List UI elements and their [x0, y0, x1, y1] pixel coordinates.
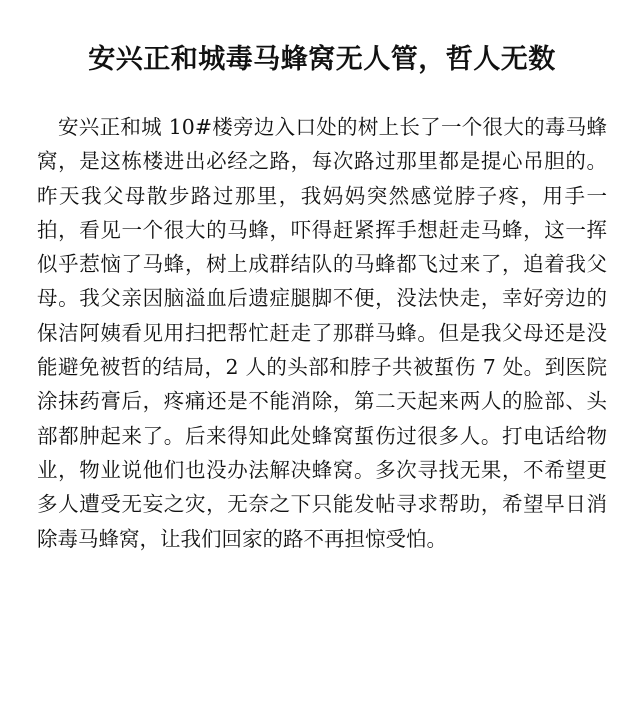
article-body: 安兴正和城 10#楼旁边入口处的树上长了一个很大的毒马蜂窝，是这栋楼进出必经之路，每次路过那里都是提心吊胆的。昨天我父母散步路过那里，我妈妈突然感觉脖子疼，用手一拍，看见一个很大的马蜂，吓得赶紧挥手想赶走马蜂，这一挥似乎惹恼了马蜂，树上成群结队的马蜂都飞过来了，追着我父母。我父亲因脑溢血后遗症腿脚不便，没法快走，幸好旁边的保洁阿姨看见用扫把帮忙赶走了那群马蜂。但是我父母还是没能避免被哲的结局，2 人的头部和脖子共被蜇伤 7 处。到医院涂抹药膏后，疼痛还是不能消除，第二天起来两人的脸部、头部都肿起来了。后来得知此处蜂窝蜇伤过很多人。打电话给物业，物业说他们也没办法解决蜂窝。多次寻找无果，不希望更多人遭受无妄之灾，无奈之下只能发帖寻求帮助，希望早日消除毒马蜂窝，让我们回家的路不再担惊受怕。	[37, 115, 607, 551]
article-title: 安兴正和城毒马蜂窝无人管，哲人无数	[88, 44, 556, 75]
